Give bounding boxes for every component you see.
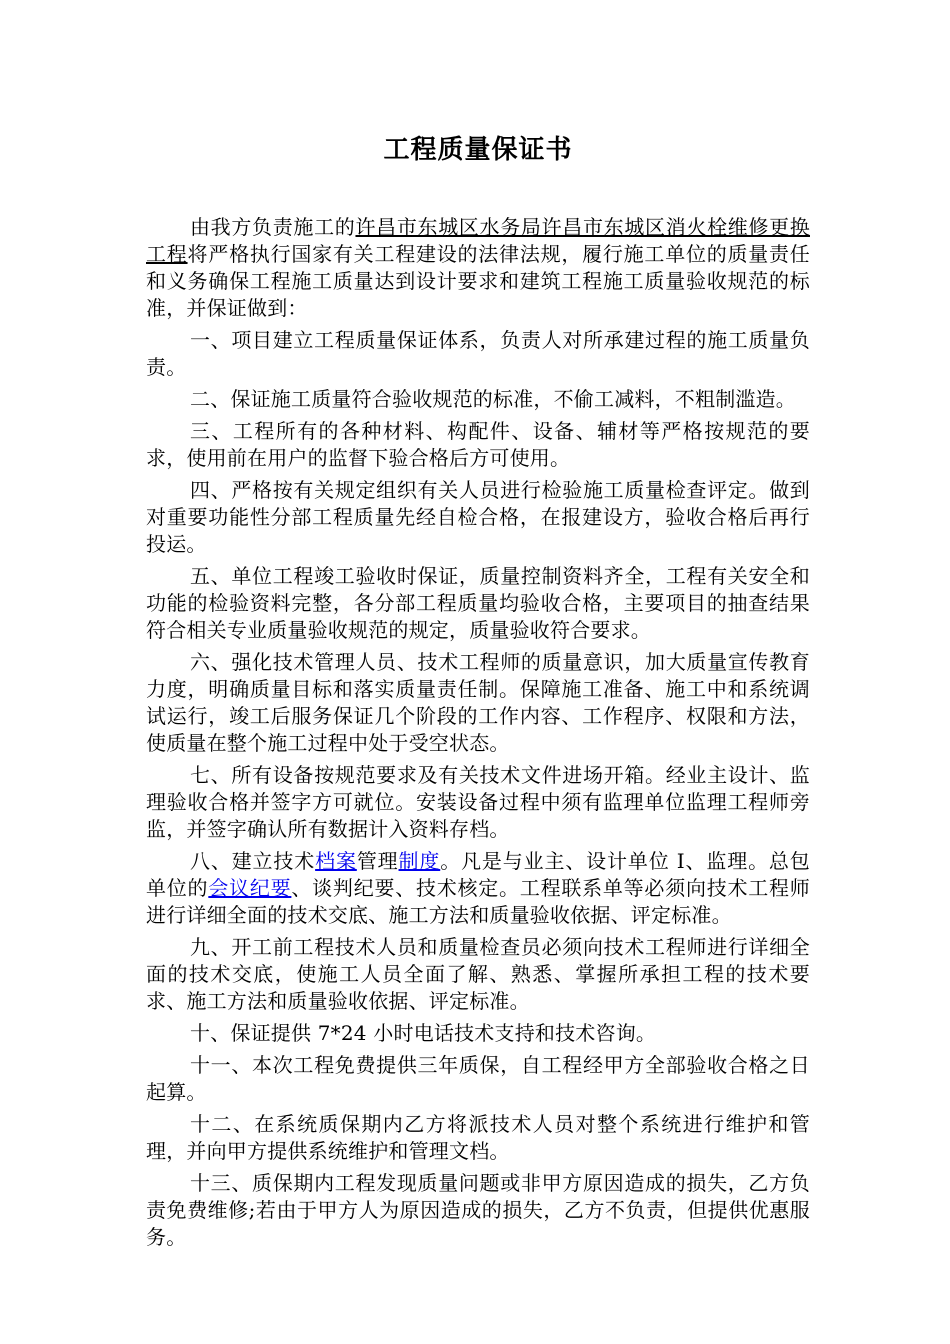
item-6: 六、强化技术管理人员、技术工程师的质量意识，加大质量宣传教育力度，明确质量目标和落实质量责任制。保障施工准备、施工中和系统调试运行，竣工后服务保证几个阶段的工作内容、工作程序、权限和方法，使质量在整个施工过程中处于受空状态。 <box>146 650 810 755</box>
item-8 <box>146 848 810 929</box>
item-8-text-4: 、谈判纪要、技术核定。工程联系单等必须向技术工程师进行详细全面的技术交底、施工方法和质量验收依据、评定标准。 <box>146 876 810 927</box>
item-8-text-2: 管理 <box>356 849 399 873</box>
item-10: 十、保证提供 7*24 小时电话技术支持和技术咨询。 <box>190 1021 657 1045</box>
item-4: 四、严格按有关规定组织有关人员进行检验施工质量检查评定。做到对重要功能性分部工程质量先经自检合格，在报建设方，验收合格后再行投运。 <box>146 478 810 556</box>
item-3: 三、工程所有的各种材料、构配件、设备、辅材等严格按规范的要求，使用前在用户的监督下验合格后方可使用。 <box>146 419 810 470</box>
item-1: 一、项目建立工程质量保证体系，负责人对所承建过程的施工质量负责。 <box>146 328 810 379</box>
archive-link[interactable]: 档案 <box>315 849 357 873</box>
item-12: 十二、在系统质保期内乙方将派技术人员对整个系统进行维护和管理，并向甲方提供系统维护和管理文档。 <box>146 1112 810 1163</box>
system-link[interactable]: 制度 <box>398 849 441 873</box>
item-8-text-3: 。凡是与业主、设计单位 I、监理。总包单位的 <box>146 849 810 900</box>
intro-paragraph <box>146 214 810 322</box>
item-2: 二、保证施工质量符合验收规范的标准，不偷工减料，不粗制滥造。 <box>190 387 796 411</box>
project-name: 许昌市东城区水务局许昌市东城区消火栓维修更换工程 <box>146 215 810 266</box>
document-page <box>146 128 810 1256</box>
item-13: 十三、质保期内工程发现质量问题或非甲方原因造成的损失，乙方负责免费维修;若由于甲方人为原因造成的损失，乙方不负责，但提供优惠服务。 <box>146 1171 810 1249</box>
page-title: 工程质量保证书 <box>383 135 573 165</box>
item-8-text-1: 八、建立技术 <box>190 849 316 873</box>
item-7: 七、所有设备按规范要求及有关技术文件进场开箱。经业主设计、监理验收合格并签字方可就位。安装设备过程中须有监理单位监理工程师旁监，并签字确认所有数据计入资料存档。 <box>146 763 810 841</box>
item-9: 九、开工前工程技术人员和质量检查员必须向技术工程师进行详细全面的技术交底，使施工人员全面了解、熟悉、掌握所承担工程的技术要求、施工方法和质量验收依据、评定标准。 <box>146 935 810 1013</box>
item-5: 五、单位工程竣工验收时保证，质量控制资料齐全，工程有关安全和功能的检验资料完整，各分部工程质量均验收合格，主要项目的抽查结果符合相关专业质量验收规范的规定，质量验收符合要求。 <box>146 564 810 642</box>
intro-prefix: 由我方负责施工的 <box>190 215 356 239</box>
item-11: 十一、本次工程免费提供三年质保，自工程经甲方全部验收合格之日起算。 <box>146 1053 810 1104</box>
intro-suffix: 将严格执行国家有关工程建设的法律法规，履行施工单位的质量责任和义务确保工程施工质量达到设计要求和建筑工程施工质量验收规范的标准，并保证做到： <box>146 242 811 320</box>
meeting-minutes-link[interactable]: 会议纪要 <box>208 876 292 900</box>
